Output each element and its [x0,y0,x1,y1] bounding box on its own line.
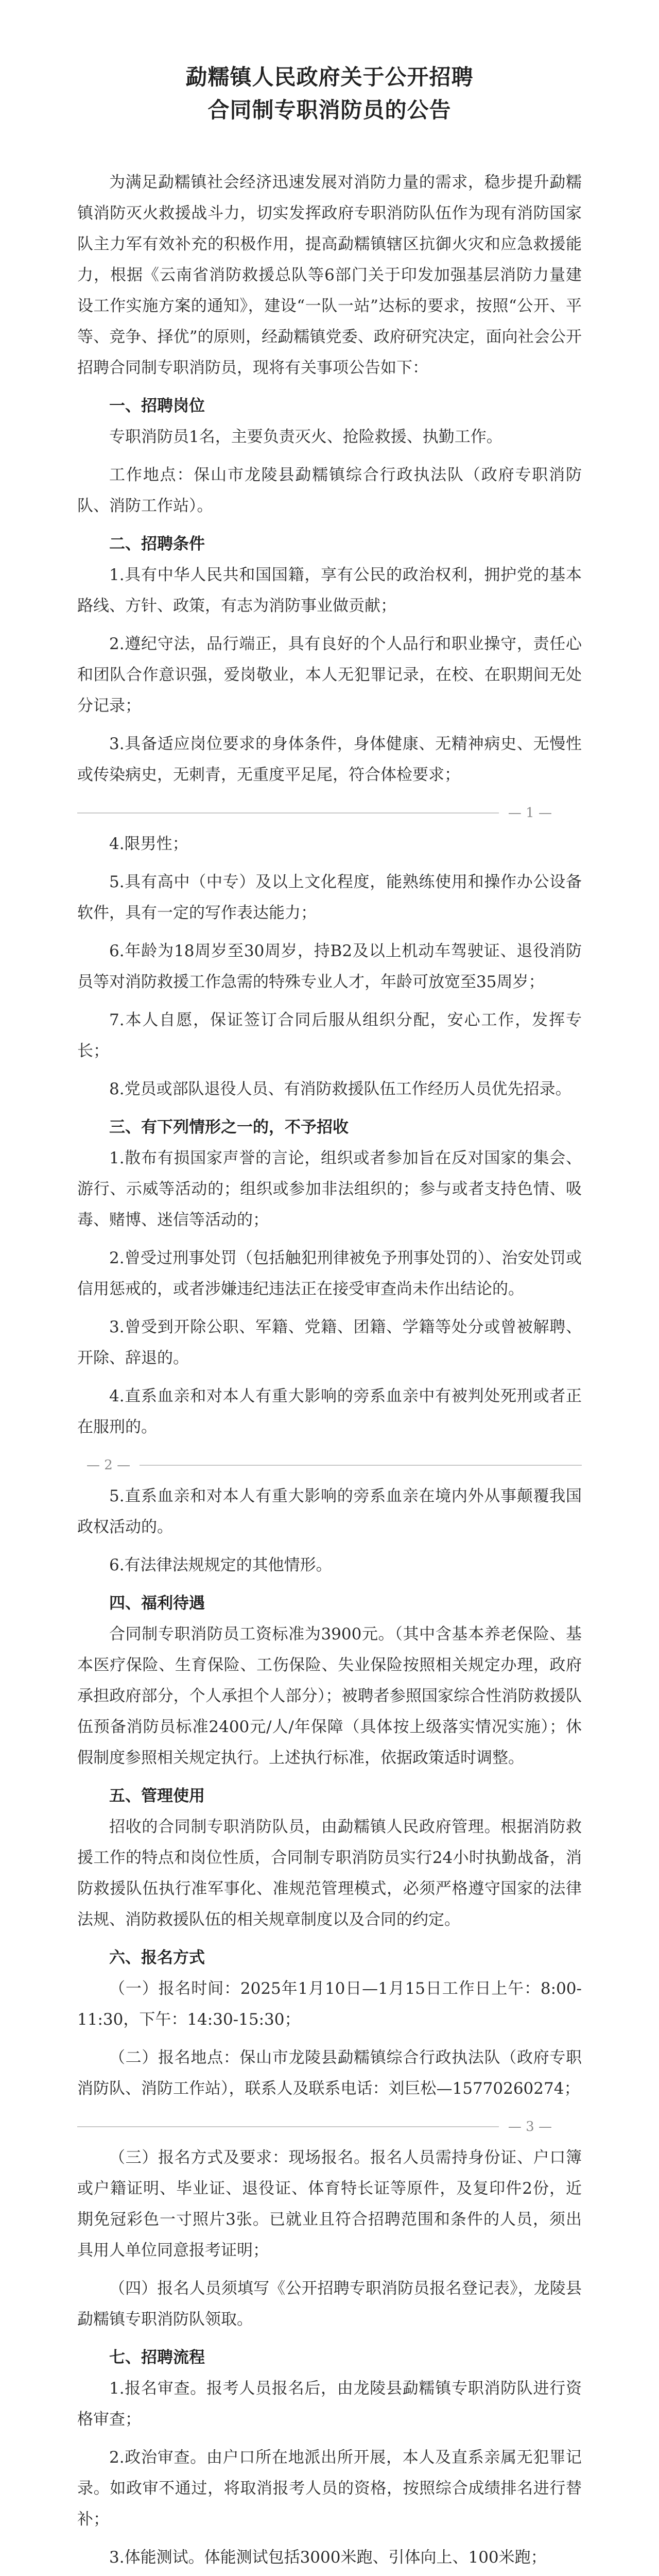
title-line-1: 勐糯镇人民政府关于公开招聘 [185,64,474,90]
section-paragraph: 3.具备适应岗位要求的身体条件，身体健康、无精神病史、无慢性或传染病史，无刺青，无重度平足尾，符合体检要求； [77,735,582,784]
page-separator [77,1450,582,1481]
section-heading: 一、招聘岗位 [109,397,205,415]
section-paragraph: 1.报名审查。报考人员报名后，由龙陵县勐糯镇专职消防队进行资格审查； [77,2379,582,2429]
section-heading: 七、招聘流程 [109,2348,205,2367]
section-paragraph: 6.有法律法规规定的其他情形。 [109,1556,332,1574]
document-body [77,167,582,2576]
section-paragraph: 7.本人自愿，保证签订合同后服从组织分配，安心工作，发挥专长； [77,1011,582,1060]
section-paragraph: （四）报名人员须填写《公开招聘专职消防员报名登记表》，龙陵县勐糯镇专职消防队领取。 [77,2279,582,2329]
section-paragraph: 专职消防员1名，主要负责灭火、抢险救援、执勤工作。 [109,428,502,446]
section-paragraph: 1.具有中华人民共和国国籍，享有公民的政治权利，拥护党的基本路线、方针、政策，有志为消防事业做贡献； [77,566,582,615]
page-separator [77,798,582,828]
section-paragraph: 1.散布有损国家声誉的言论，组织或者参加旨在反对国家的集会、游行、示威等活动的；组织或参加非法组织的；参与或者支持色情、吸毒、赌博、迷信等活动的； [77,1149,582,1229]
section-paragraph: 3.体能测试。体能测试包括3000米跑、引体向上、100米跑； [109,2548,547,2567]
section-paragraph: 2.曾受过刑事处罚（包括触犯刑律被免予刑事处罚的）、治安处罚或信用惩戒的，或者涉嫌违纪违法正在接受审查尚未作出结论的。 [77,1249,582,1298]
page-number: — 1 — [508,805,552,821]
section-paragraph: 6.年龄为18周岁至30周岁，持B2及以上机动车驾驶证、退役消防员等对消防救援工作急需的特殊专业人才，年龄可放宽至35周岁； [77,942,582,991]
page-number: — 2 — [86,1458,131,1473]
section-paragraph: 4.限男性； [109,835,188,853]
section-paragraph: （二）报名地点：保山市龙陵县勐糯镇综合行政执法队（政府专职消防队、消防工作站），联系人及联系电话：刘巨松—15770260274； [77,2048,582,2098]
section-heading: 三、有下列情形之一的，不予招收 [109,1118,349,1137]
section-paragraph: 2.政治审查。由户口所在地派出所开展，本人及直系亲属无犯罪记录。如政审不通过，将取消报考人员的资格，按照综合成绩排名进行替补； [77,2448,582,2529]
section-heading: 四、福利待遇 [109,1594,205,1613]
section-paragraph: 5.具有高中（中专）及以上文化程度，能熟练使用和操作办公设备软件，具有一定的写作表达能力； [77,873,582,922]
section-paragraph: （一）报名时间：2025年1月10日—1月15日工作日上午：8:00-11:30，下午：14:30-15:30； [77,1979,582,2029]
page-number: — 3 — [508,2119,552,2134]
section-paragraph: 4.直系血亲和对本人有重大影响的旁系血亲中有被判处死刑或者正在服刑的。 [77,1387,582,1436]
section-paragraph: 5.直系血亲和对本人有重大影响的旁系血亲在境内外从事颠覆我国政权活动的。 [77,1487,582,1536]
section-paragraph: 2.遵纪守法，品行端正，具有良好的个人品行和职业操守，责任心和团队合作意识强，爱岗敬业，本人无犯罪记录，在校、在职期间无处分记录； [77,635,582,715]
intro-paragraph: 为满足勐糯镇社会经济迅速发展对消防力量的需求，稳步提升勐糯镇消防灭火救援战斗力，切实发挥政府专职消防队伍作为现有消防国家队主力军有效补充的积极作用，提高勐糯镇辖区抗御火灾和应急救援能力，根据《云南省消防救援总队等6部门关于印发加强基层消防力量建设工作实施方案的通知》，建设“一队一站”达标的要求，按照“公开、平等、竞争、择优”的原则，经勐糯镇党委、政府研究决定，面向社会公开招聘合同制专职消防员，现将有关事项公告如下： [77,173,582,377]
notice-document [77,0,582,2576]
page-separator [77,2111,582,2142]
section-paragraph: （三）报名方式及要求：现场报名。报名人员需持身份证、户口簿或户籍证明、毕业证、退役证、体育特长证等原件，及复印件2份，近期免冠彩色一寸照片3张。已就业且符合招聘范围和条件的人员，须出具用人单位同意报考证明； [77,2148,582,2260]
document-title [77,61,582,127]
section-paragraph: 招收的合同制专职消防队员，由勐糯镇人民政府管理。根据消防救援工作的特点和岗位性质，合同制专职消防员实行24小时执勤战备，消防救援队伍执行准军事化、准规范管理模式，必须严格遵守国家的法律法规、消防救援队伍的相关规章制度以及合同的约定。 [77,1818,582,1929]
title-line-2: 合同制专职消防员的公告 [207,97,452,123]
section-paragraph: 工作地点：保山市龙陵县勐糯镇综合行政执法队（政府专职消防队、消防工作站）。 [77,466,582,515]
section-paragraph: 合同制专职消防员工资标准为3900元。（其中含基本养老保险、基本医疗保险、生育保险、工伤保险、失业保险按照相关规定办理，政府承担政府部分，个人承担个人部分）；被聘者参照国家综合性消防救援队伍预备消防员标准2400元/人/年保障（具体按上级落实情况实施）；休假制度参照相关规定执行。上述执行标准，依据政策适时调整。 [77,1625,582,1767]
section-heading: 五、管理使用 [109,1787,205,1805]
section-heading: 六、报名方式 [109,1948,205,1967]
section-paragraph: 8.党员或部队退役人员、有消防救援队伍工作经历人员优先招录。 [109,1080,571,1098]
section-heading: 二、招聘条件 [109,535,205,553]
section-paragraph: 3.曾受到开除公职、军籍、党籍、团籍、学籍等处分或曾被解聘、开除、辞退的。 [77,1318,582,1367]
